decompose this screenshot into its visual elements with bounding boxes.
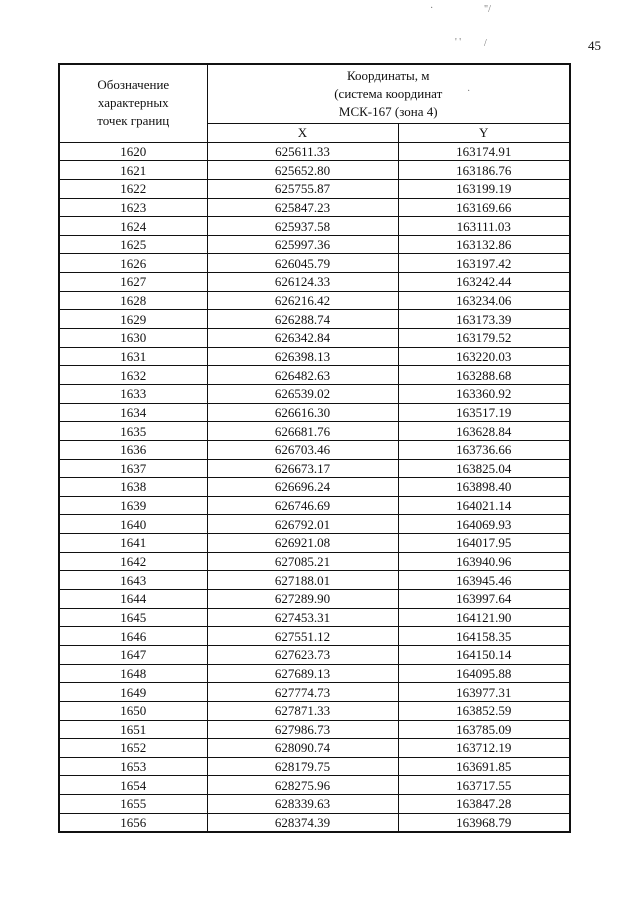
point-cell: 1638	[59, 478, 207, 497]
table-row	[59, 496, 570, 515]
table-row	[59, 310, 570, 329]
x-cell: 627871.33	[207, 701, 398, 720]
x-column-header: X	[207, 124, 398, 143]
point-cell: 1623	[59, 198, 207, 217]
y-cell: 164069.93	[398, 515, 570, 534]
scan-mark: ·	[430, 3, 434, 14]
table-row	[59, 757, 570, 776]
point-cell: 1647	[59, 645, 207, 664]
point-cell: 1628	[59, 291, 207, 310]
table-row	[59, 254, 570, 273]
x-cell: 626696.24	[207, 478, 398, 497]
point-cell: 1655	[59, 795, 207, 814]
point-cell: 1630	[59, 329, 207, 348]
point-cell: 1650	[59, 701, 207, 720]
x-cell: 627085.21	[207, 552, 398, 571]
table-row	[59, 366, 570, 385]
x-cell: 626673.17	[207, 459, 398, 478]
table-row	[59, 627, 570, 646]
y-cell: 163736.66	[398, 440, 570, 459]
y-cell: 163173.39	[398, 310, 570, 329]
table-row	[59, 403, 570, 422]
point-cell: 1622	[59, 179, 207, 198]
x-cell: 625611.33	[207, 142, 398, 161]
point-cell: 1631	[59, 347, 207, 366]
x-cell: 626703.46	[207, 440, 398, 459]
y-cell: 164017.95	[398, 534, 570, 553]
coordinates-column-header	[207, 64, 570, 124]
y-column-header: Y	[398, 124, 570, 143]
x-cell: 626045.79	[207, 254, 398, 273]
point-cell: 1637	[59, 459, 207, 478]
x-cell: 627453.31	[207, 608, 398, 627]
x-cell: 627774.73	[207, 683, 398, 702]
point-cell: 1629	[59, 310, 207, 329]
point-cell: 1620	[59, 142, 207, 161]
x-cell: 626288.74	[207, 310, 398, 329]
y-cell: 164121.90	[398, 608, 570, 627]
header-coords-line: Координаты, м	[347, 68, 430, 83]
y-cell: 163197.42	[398, 254, 570, 273]
y-cell: 164021.14	[398, 496, 570, 515]
points-column-header	[59, 64, 207, 142]
table-row	[59, 608, 570, 627]
table-row	[59, 590, 570, 609]
y-cell: 163847.28	[398, 795, 570, 814]
point-cell: 1644	[59, 590, 207, 609]
x-cell: 627551.12	[207, 627, 398, 646]
x-cell: 625937.58	[207, 217, 398, 236]
point-cell: 1656	[59, 813, 207, 832]
point-cell: 1654	[59, 776, 207, 795]
x-cell: 626792.01	[207, 515, 398, 534]
y-cell: 163234.06	[398, 291, 570, 310]
point-cell: 1649	[59, 683, 207, 702]
point-cell: 1635	[59, 422, 207, 441]
point-cell: 1646	[59, 627, 207, 646]
y-cell: 163242.44	[398, 273, 570, 292]
table-row	[59, 440, 570, 459]
table-row	[59, 142, 570, 161]
x-cell: 627986.73	[207, 720, 398, 739]
y-cell: 164095.88	[398, 664, 570, 683]
point-cell: 1648	[59, 664, 207, 683]
page-number: 45	[588, 38, 601, 53]
table-row	[59, 534, 570, 553]
table-row	[59, 701, 570, 720]
scan-mark: ' '	[455, 37, 462, 48]
table-row	[59, 478, 570, 497]
table-row	[59, 645, 570, 664]
y-cell: 163898.40	[398, 478, 570, 497]
x-cell: 627689.13	[207, 664, 398, 683]
x-cell: 628339.63	[207, 795, 398, 814]
table-row	[59, 329, 570, 348]
table-row	[59, 347, 570, 366]
y-cell: 163186.76	[398, 161, 570, 180]
y-cell: 163785.09	[398, 720, 570, 739]
y-cell: 163169.66	[398, 198, 570, 217]
header-label-line: характерных	[97, 95, 169, 111]
point-cell: 1632	[59, 366, 207, 385]
table-body	[59, 142, 570, 832]
x-cell: 625997.36	[207, 235, 398, 254]
point-cell: 1645	[59, 608, 207, 627]
table-row	[59, 217, 570, 236]
header-label-line: Обозначение	[97, 77, 170, 93]
table-row	[59, 459, 570, 478]
table-row	[59, 813, 570, 832]
table-row	[59, 552, 570, 571]
point-cell: 1651	[59, 720, 207, 739]
point-cell: 1640	[59, 515, 207, 534]
y-cell: 163825.04	[398, 459, 570, 478]
y-cell: 163111.03	[398, 217, 570, 236]
table-row	[59, 739, 570, 758]
x-cell: 626216.42	[207, 291, 398, 310]
table-row	[59, 179, 570, 198]
y-cell: 163360.92	[398, 384, 570, 403]
table-row	[59, 273, 570, 292]
y-cell: 163628.84	[398, 422, 570, 441]
point-cell: 1633	[59, 384, 207, 403]
point-cell: 1642	[59, 552, 207, 571]
y-cell: 163717.55	[398, 776, 570, 795]
x-cell: 625755.87	[207, 179, 398, 198]
table-row	[59, 571, 570, 590]
point-cell: 1653	[59, 757, 207, 776]
x-cell: 626482.63	[207, 366, 398, 385]
y-cell: 163940.96	[398, 552, 570, 571]
scan-mark: "/	[484, 4, 491, 15]
scan-mark: ·	[467, 86, 471, 97]
point-cell: 1643	[59, 571, 207, 590]
x-cell: 626921.08	[207, 534, 398, 553]
point-cell: 1625	[59, 235, 207, 254]
y-cell: 163174.91	[398, 142, 570, 161]
y-cell: 163179.52	[398, 329, 570, 348]
x-cell: 626398.13	[207, 347, 398, 366]
x-cell: 628179.75	[207, 757, 398, 776]
scan-mark: /	[484, 38, 487, 49]
y-cell: 163945.46	[398, 571, 570, 590]
table-row	[59, 515, 570, 534]
x-cell: 626124.33	[207, 273, 398, 292]
point-cell: 1641	[59, 534, 207, 553]
y-cell: 163199.19	[398, 179, 570, 198]
x-cell: 627623.73	[207, 645, 398, 664]
y-cell: 164158.35	[398, 627, 570, 646]
x-cell: 626342.84	[207, 329, 398, 348]
x-cell: 626681.76	[207, 422, 398, 441]
x-cell: 628090.74	[207, 739, 398, 758]
x-cell: 626746.69	[207, 496, 398, 515]
point-cell: 1627	[59, 273, 207, 292]
x-cell: 627289.90	[207, 590, 398, 609]
y-cell: 163997.64	[398, 590, 570, 609]
y-cell: 163288.68	[398, 366, 570, 385]
point-cell: 1636	[59, 440, 207, 459]
point-cell: 1652	[59, 739, 207, 758]
y-cell: 163852.59	[398, 701, 570, 720]
y-cell: 163517.19	[398, 403, 570, 422]
y-cell: 163132.86	[398, 235, 570, 254]
x-cell: 628275.96	[207, 776, 398, 795]
table-row	[59, 720, 570, 739]
table-row	[59, 235, 570, 254]
table-row	[59, 795, 570, 814]
point-cell: 1624	[59, 217, 207, 236]
table-row	[59, 422, 570, 441]
y-cell: 163220.03	[398, 347, 570, 366]
x-cell: 626616.30	[207, 403, 398, 422]
table-header	[59, 64, 570, 142]
coordinates-table	[58, 63, 571, 833]
table-row	[59, 776, 570, 795]
header-coords-line: (система координат	[334, 86, 443, 101]
table-row	[59, 683, 570, 702]
y-cell: 163691.85	[398, 757, 570, 776]
point-cell: 1634	[59, 403, 207, 422]
y-cell: 164150.14	[398, 645, 570, 664]
table-row	[59, 198, 570, 217]
table-row	[59, 664, 570, 683]
y-cell: 163977.31	[398, 683, 570, 702]
table-row	[59, 291, 570, 310]
x-cell: 625652.80	[207, 161, 398, 180]
point-cell: 1639	[59, 496, 207, 515]
header-label-line: точек границ	[97, 113, 170, 129]
x-cell: 626539.02	[207, 384, 398, 403]
x-cell: 625847.23	[207, 198, 398, 217]
table-row	[59, 384, 570, 403]
y-cell: 163968.79	[398, 813, 570, 832]
x-cell: 627188.01	[207, 571, 398, 590]
table-row	[59, 161, 570, 180]
y-cell: 163712.19	[398, 739, 570, 758]
point-cell: 1621	[59, 161, 207, 180]
point-cell: 1626	[59, 254, 207, 273]
x-cell: 628374.39	[207, 813, 398, 832]
header-coords-line: МСК-167 (зона 4)	[338, 104, 438, 119]
